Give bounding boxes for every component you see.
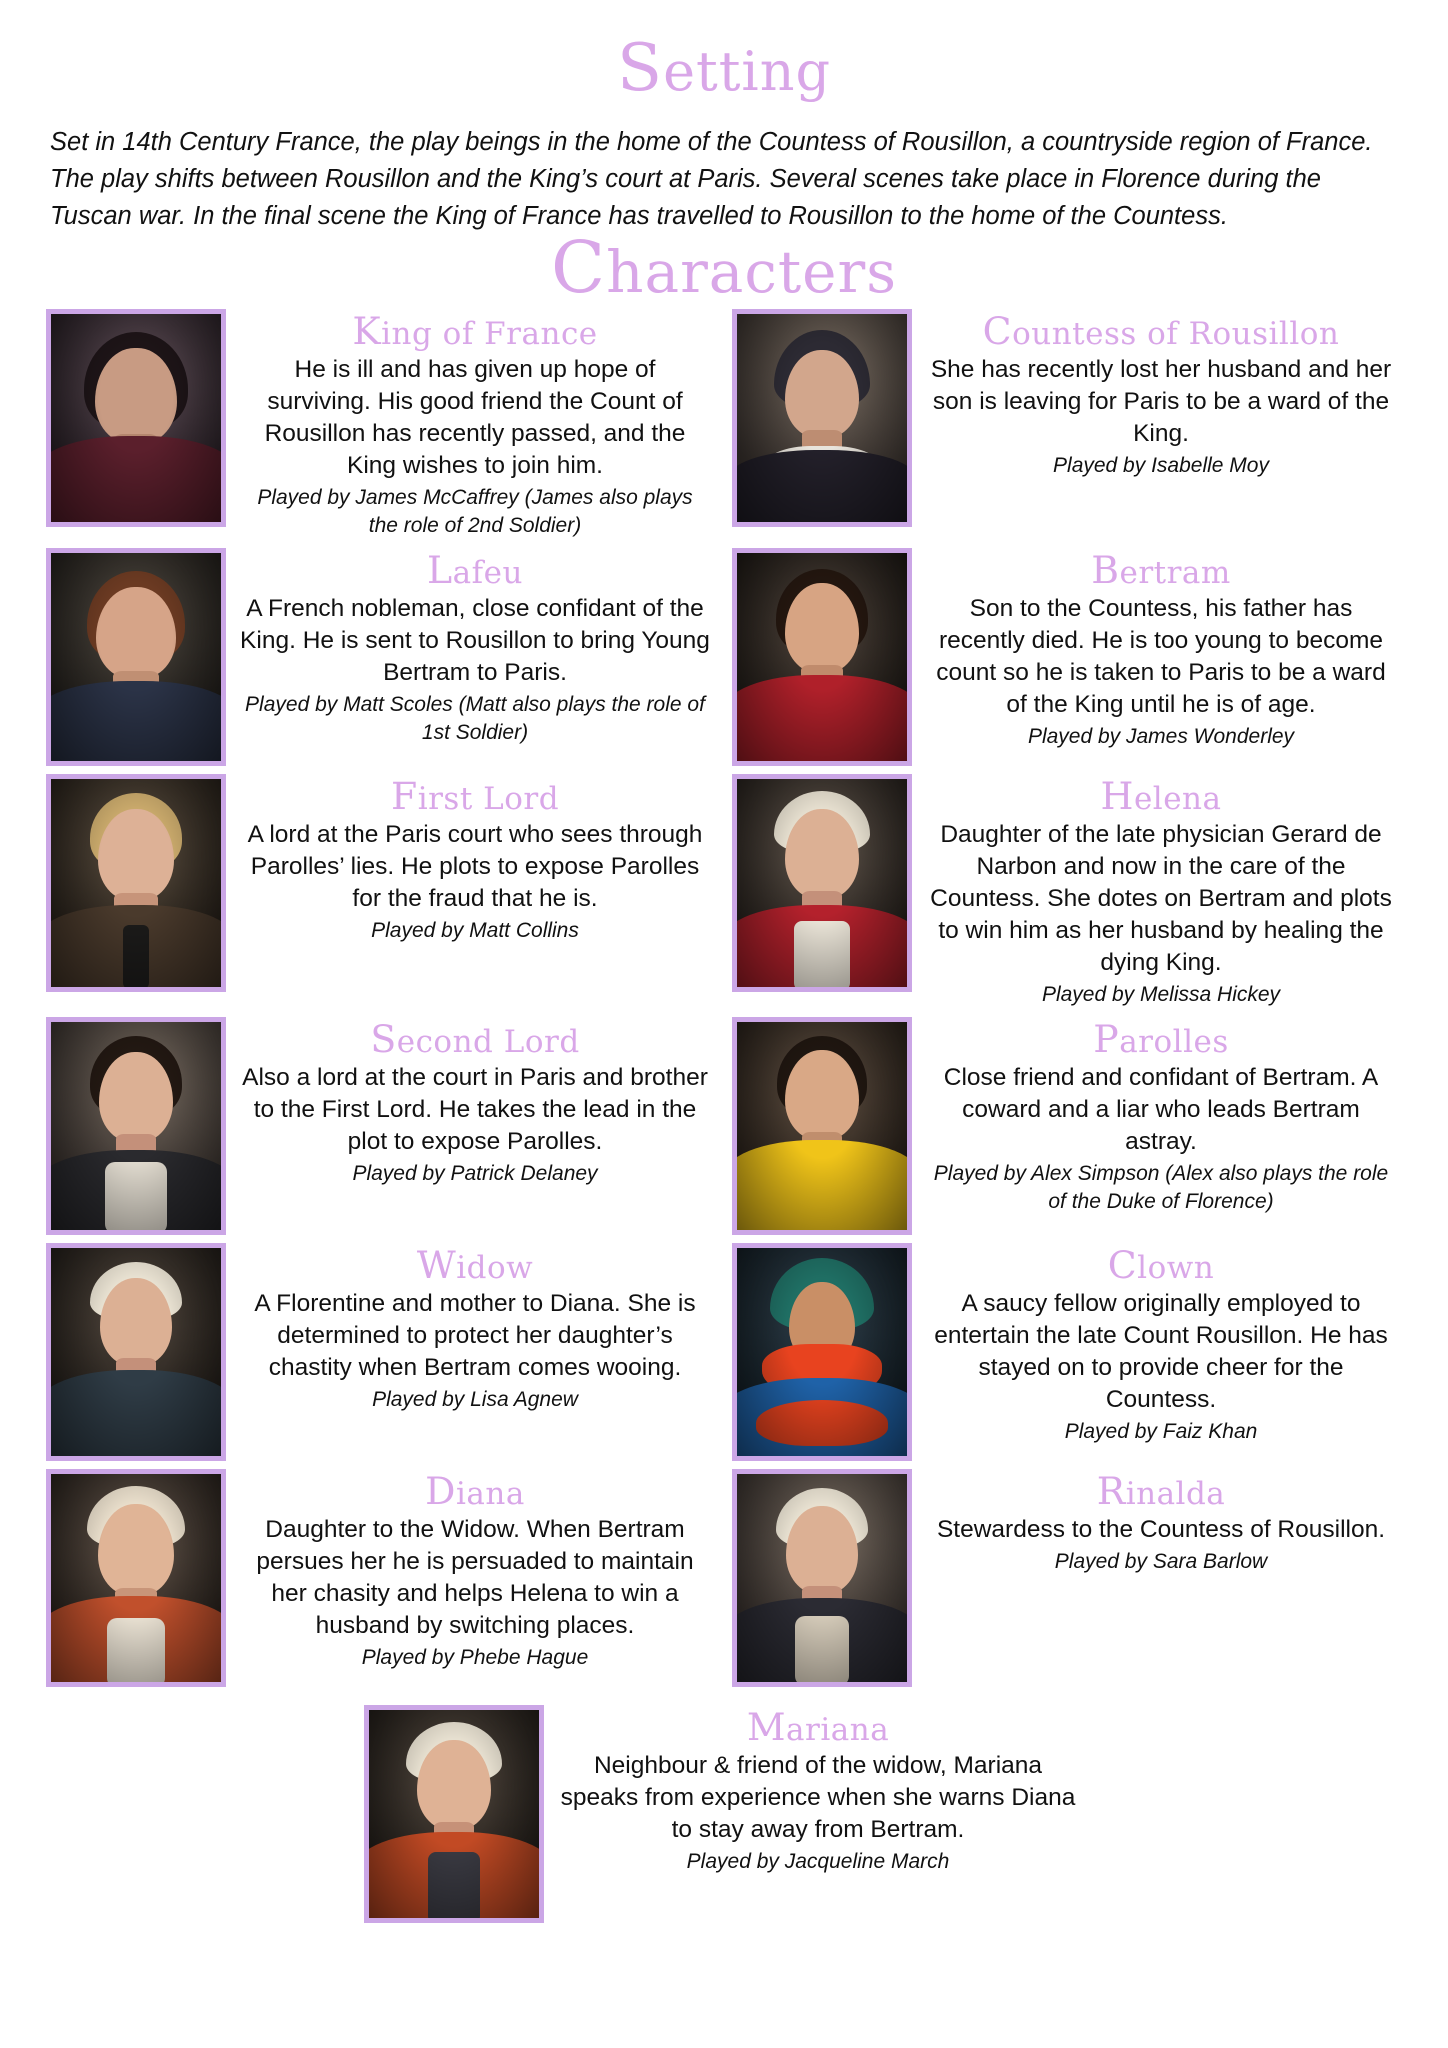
character-name: Helena: [1100, 774, 1222, 818]
character-description: A lord at the Paris court who sees through Parolles’ lies. He plots to expose Parolles for the fraud that he is.: [247, 821, 703, 912]
character-body: [912, 774, 1402, 1009]
second-lord-portrait: [46, 1017, 226, 1235]
mariana-portrait: [364, 1705, 544, 1923]
character-played-by: Played by Lisa Agnew: [372, 1388, 578, 1411]
portrait-vignette: [51, 553, 221, 761]
portrait-vignette: [51, 1022, 221, 1230]
portrait-vignette: [737, 1248, 907, 1456]
character-description: Neighbour & friend of the widow, Mariana speaks from experience when she warns Diana to stay away from Bertram.: [560, 1752, 1076, 1843]
characters-heading: Characters: [551, 226, 897, 309]
portrait-vignette: [737, 1022, 907, 1230]
portrait-vignette: [737, 1474, 907, 1682]
character-body: [912, 1017, 1402, 1216]
parolles-portrait: [732, 1017, 912, 1235]
setting-heading: Setting: [616, 29, 832, 106]
setting-description: Set in 14th Century France, the play beings in the home of the Countess of Rousillon, a countryside region of France. The play shifts between Rousillon and the King’s court at Paris. Several scenes take place in Florence during the Tuscan war. In the final scene the King of France has travelled to Rousillon to the home of the Countess.: [50, 128, 1373, 230]
widow-portrait: [46, 1243, 226, 1461]
character-card: [724, 548, 1402, 766]
character-description: He is ill and has given up hope of surviving. His good friend the Count of Rousillon has recently passed, and the King wishes to join him.: [264, 356, 686, 479]
character-name: Bertram: [1091, 548, 1231, 592]
character-played-by: Played by Patrick Delaney: [352, 1162, 598, 1185]
character-name: King of France: [352, 309, 598, 353]
character-name: Widow: [416, 1243, 534, 1287]
portrait-vignette: [51, 779, 221, 987]
portrait-vignette: [51, 1474, 221, 1682]
character-description: Daughter to the Widow. When Bertram persues her he is persuaded to maintain her chasity and helps Helena to win a husband by switching places.: [256, 1516, 694, 1639]
character-played-by: Played by James Wonderley: [1027, 725, 1295, 748]
character-card: [724, 1017, 1402, 1235]
first-lord-portrait: [46, 774, 226, 992]
lafeu-portrait: [46, 548, 226, 766]
character-name: Lafeu: [427, 548, 523, 592]
character-body: [226, 548, 716, 747]
character-name: Clown: [1107, 1243, 1215, 1287]
portrait-vignette: [369, 1710, 539, 1918]
character-played-by: Played by Jacqueline March: [686, 1850, 950, 1873]
character-played-by: Played by Isabelle Moy: [1053, 454, 1269, 477]
character-name: Countess of Rousillon: [982, 309, 1340, 353]
character-body: [226, 774, 716, 945]
character-played-by: Played by Phebe Hague: [361, 1646, 589, 1669]
character-name: Diana: [425, 1469, 525, 1513]
helena-portrait: [732, 774, 912, 992]
character-card: [46, 1469, 724, 1687]
character-description: Close friend and confidant of Bertram. A coward and a liar who leads Bertram astray.: [943, 1064, 1379, 1155]
character-name: Parolles: [1093, 1017, 1229, 1061]
character-card: [46, 1243, 724, 1461]
character-description: Daughter of the late physician Gerard de Narbon and now in the care of the Countess. She dotes on Bertram and plots to win him as her husband by healing the dying King.: [930, 821, 1392, 976]
character-played-by: Played by Matt Scoles (Matt also plays the role of 1st Soldier): [245, 693, 705, 744]
rinalda-portrait: [732, 1469, 912, 1687]
character-body: [544, 1705, 1084, 1876]
character-card: [46, 1705, 1402, 1923]
character-card: [46, 548, 724, 766]
character-name: Rinalda: [1096, 1469, 1226, 1513]
character-grid: [46, 309, 1402, 1931]
character-card: [724, 774, 1402, 1009]
character-card: [724, 1469, 1402, 1687]
diana-portrait: [46, 1469, 226, 1687]
king-of-france-portrait: [46, 309, 226, 527]
character-body: [912, 1469, 1402, 1576]
portrait-vignette: [737, 779, 907, 987]
character-card: [46, 309, 724, 540]
character-body: [226, 309, 716, 540]
character-body: [226, 1243, 716, 1414]
countess-of-rousillon-portrait: [732, 309, 912, 527]
character-card: [46, 1017, 724, 1235]
clown-portrait: [732, 1243, 912, 1461]
character-description: Also a lord at the court in Paris and brother to the First Lord. He takes the lead in the plot to expose Parolles.: [242, 1064, 708, 1155]
character-description: She has recently lost her husband and her son is leaving for Paris to be a ward of the King.: [930, 356, 1392, 447]
portrait-vignette: [51, 1248, 221, 1456]
character-description: Stewardess to the Countess of Rousillon.: [936, 1516, 1386, 1543]
character-card: [724, 309, 1402, 527]
character-body: [912, 548, 1402, 751]
bertram-portrait: [732, 548, 912, 766]
character-name: Mariana: [746, 1705, 890, 1749]
character-body: [912, 309, 1402, 480]
portrait-vignette: [737, 314, 907, 522]
portrait-vignette: [51, 314, 221, 522]
character-name: First Lord: [390, 774, 560, 818]
character-played-by: Played by Alex Simpson (Alex also plays the role of the Duke of Florence): [933, 1162, 1389, 1213]
character-played-by: Played by Faiz Khan: [1064, 1420, 1258, 1443]
character-played-by: Played by Melissa Hickey: [1041, 983, 1281, 1006]
character-played-by: Played by Matt Collins: [371, 919, 579, 942]
character-description: Son to the Countess, his father has recently died. He is too young to become count so he is taken to Paris to be a ward of the King until he is of age.: [936, 595, 1386, 718]
character-card: [724, 1243, 1402, 1461]
character-card: [46, 774, 724, 992]
character-name: Second Lord: [370, 1017, 580, 1061]
character-played-by: Played by Sara Barlow: [1054, 1550, 1268, 1573]
character-description: A Florentine and mother to Diana. She is determined to protect her daughter’s chastity when Bertram comes wooing.: [254, 1290, 696, 1381]
character-body: [226, 1017, 716, 1188]
character-played-by: Played by James McCaffrey (James also plays the role of 2nd Soldier): [257, 486, 693, 537]
character-body: [912, 1243, 1402, 1446]
portrait-vignette: [737, 553, 907, 761]
character-description: A French nobleman, close confidant of the King. He is sent to Rousillon to bring Young Bertram to Paris.: [240, 595, 710, 686]
character-description: A saucy fellow originally employed to entertain the late Count Rousillon. He has stayed on to provide cheer for the Countess.: [934, 1290, 1388, 1413]
character-body: [226, 1469, 716, 1672]
